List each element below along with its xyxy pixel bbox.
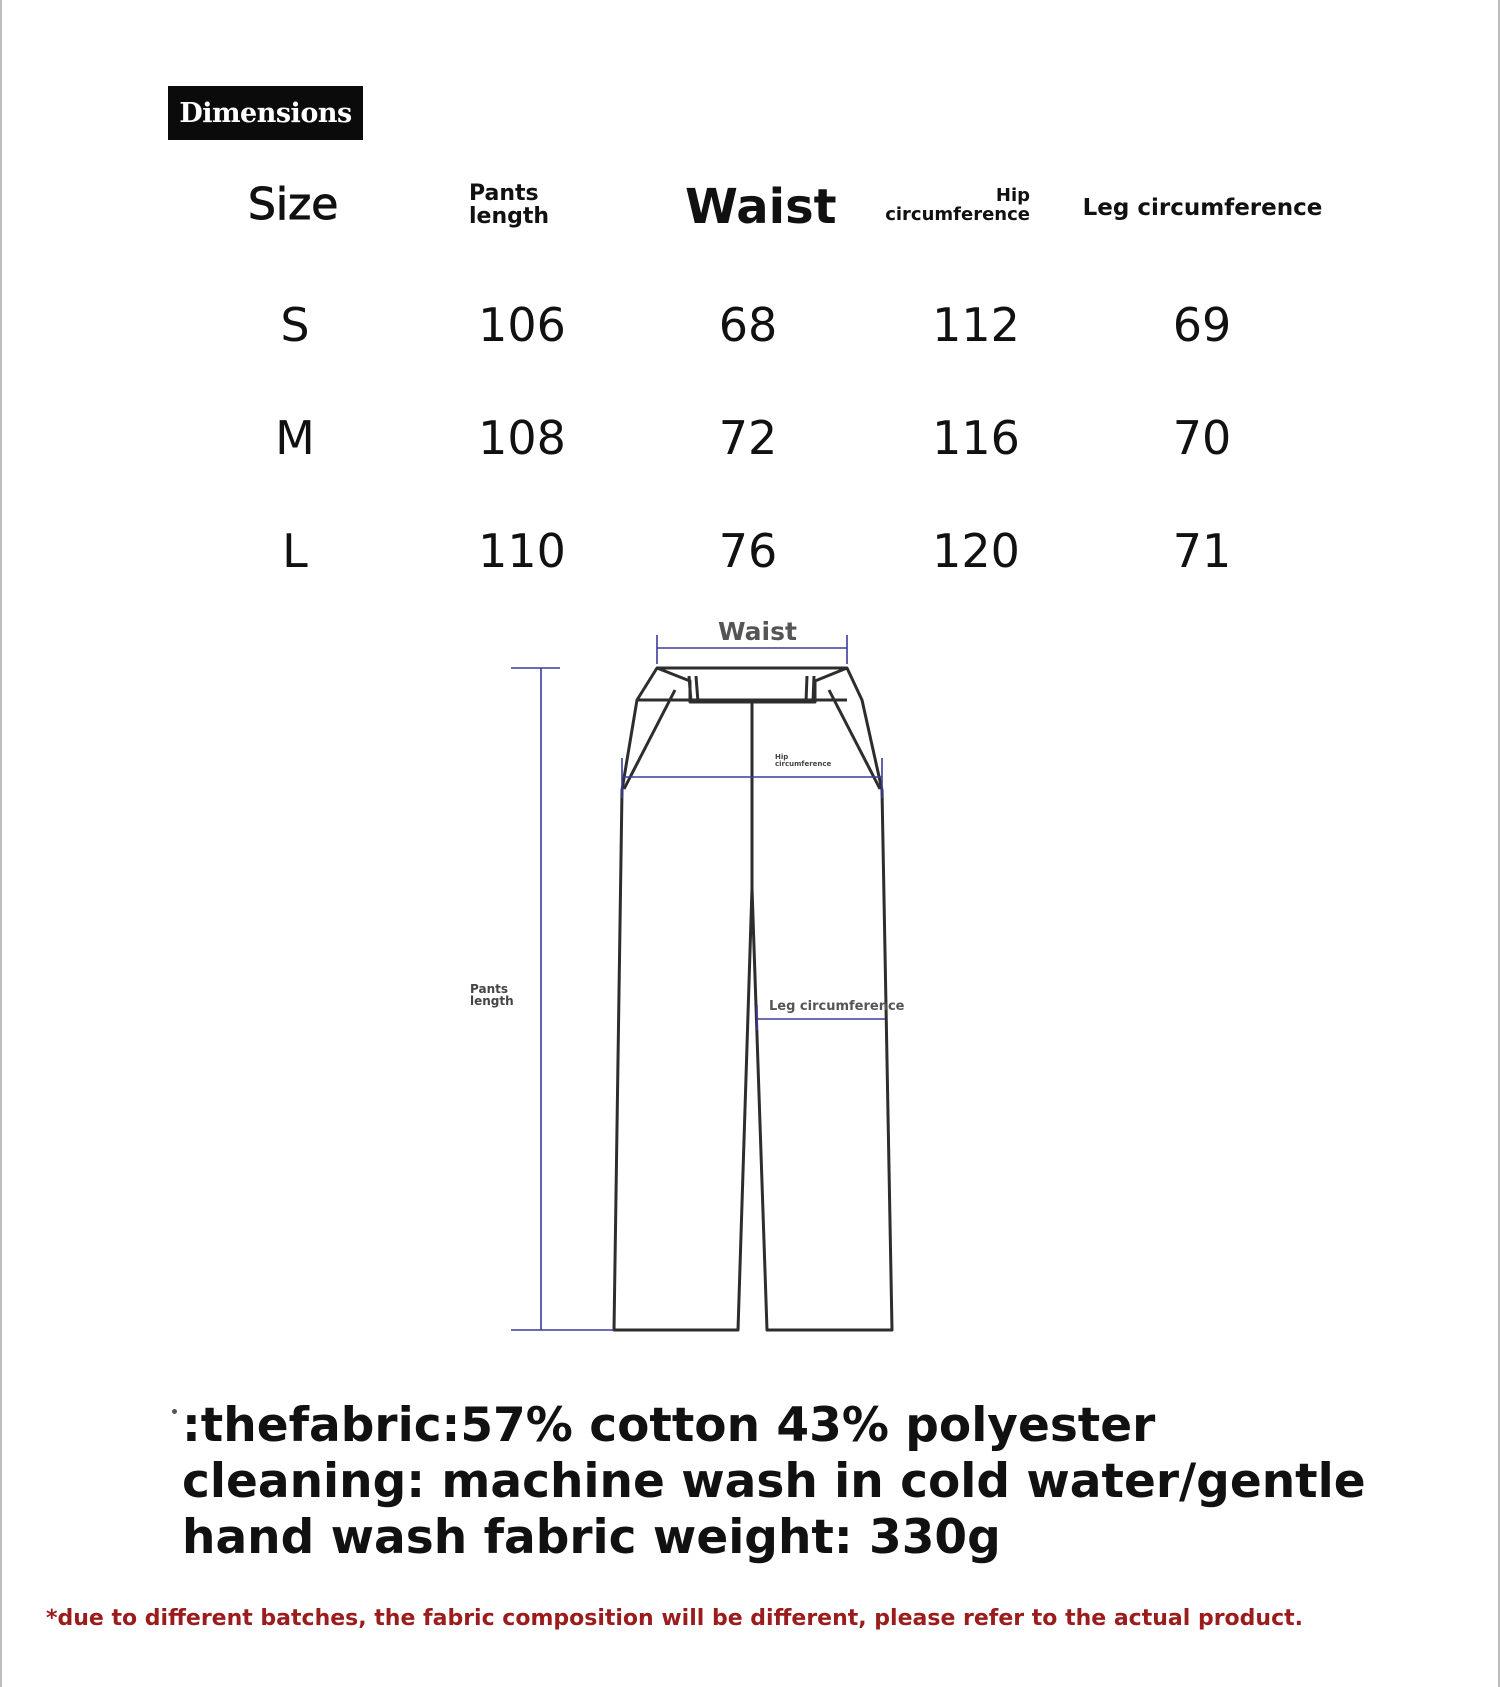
fabric-description: :thefabric:57% cotton 43% polyester cleaning: machine wash in cold water/gentle hand wash fabric weight: 330g <box>182 1398 1366 1565</box>
bullet-dot <box>172 1409 177 1414</box>
table-cell: M <box>275 411 315 465</box>
table-cell: 116 <box>932 411 1020 465</box>
header-pants-length-line1: Pants <box>469 181 539 206</box>
table-cell: 108 <box>478 411 566 465</box>
header-pants-length-line2: length <box>469 204 550 230</box>
table-cell: 69 <box>1172 298 1232 352</box>
disclaimer-note: *due to different batches, the fabric composition will be different, please refer to the actual product. <box>46 1606 1303 1631</box>
measure-lines <box>511 635 885 1330</box>
header-hip-line2: circumference <box>885 203 1030 225</box>
header-waist: Waist <box>685 179 837 235</box>
table-cell: L <box>282 524 308 578</box>
table-cell: 106 <box>478 298 566 352</box>
table-cell: 110 <box>478 524 566 578</box>
header-size: Size <box>248 179 339 230</box>
header-leg-circumference: Leg circumference <box>1082 195 1323 221</box>
diagram-label-hip <box>775 754 855 768</box>
table-cell: 72 <box>718 411 778 465</box>
table-cell: 112 <box>932 298 1020 352</box>
table-cell: 68 <box>718 298 778 352</box>
diagram-label-waist: Waist <box>718 617 797 646</box>
table-cell: 120 <box>932 524 1020 578</box>
diagram-label-pants-length <box>470 983 530 1007</box>
diagram-hip-line1: Hip <box>775 753 789 761</box>
header-hip-line1: Hip <box>995 185 1030 206</box>
table-cell: 70 <box>1172 411 1232 465</box>
table-cell: S <box>280 298 310 352</box>
table-cell: 76 <box>718 524 778 578</box>
dimensions-badge: Dimensions <box>168 86 363 140</box>
diagram-hip-line2: circumference <box>775 760 832 768</box>
table-cell: 71 <box>1172 524 1232 578</box>
diagram-pants-line1: Pants <box>470 982 508 996</box>
diagram-pants-line2: length <box>470 994 514 1008</box>
diagram-label-leg: Leg circumference <box>769 999 905 1014</box>
